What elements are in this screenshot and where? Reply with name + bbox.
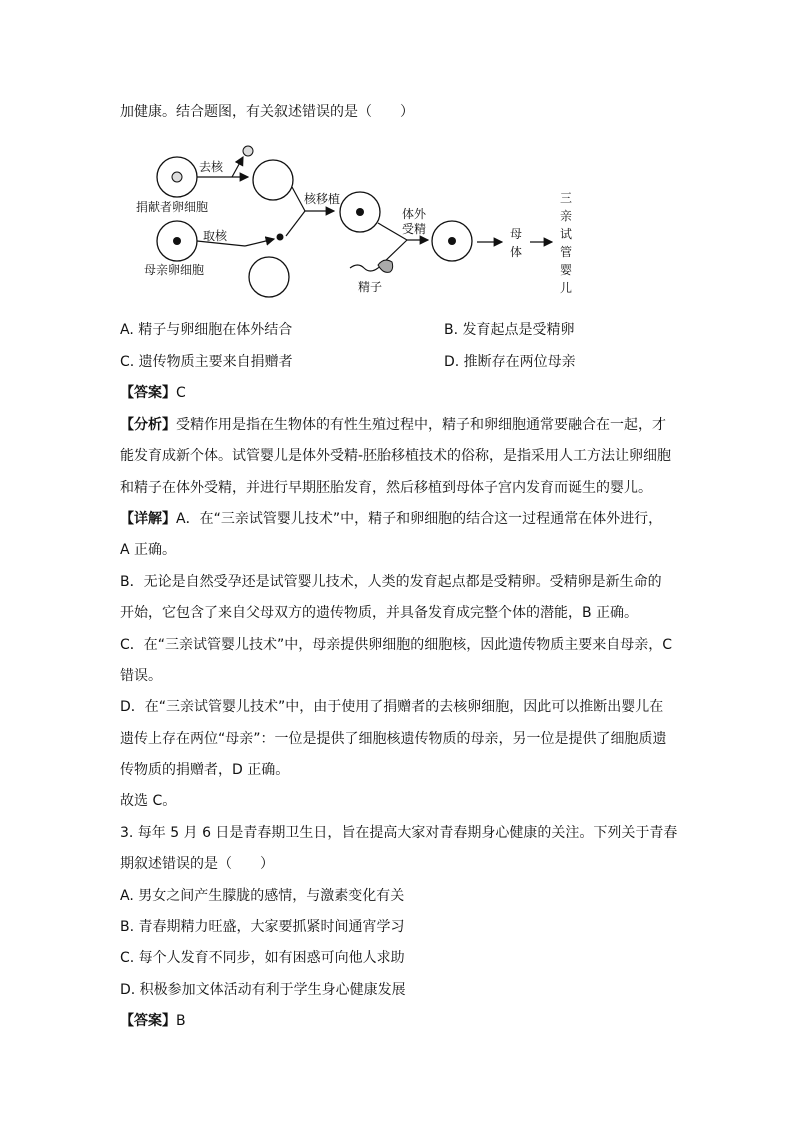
q3-option-c: C. 每个人发育不同步，如有困惑可向他人求助 — [120, 950, 405, 966]
q3-answer-value: B — [176, 1013, 186, 1029]
q3-stem-2: 期叙述错误的是（ ） — [120, 856, 274, 872]
ivf-label-2: 受精 — [402, 222, 427, 236]
q3-option-b: B. 青春期精力旺盛，大家要抓紧时间通宵学习 — [120, 919, 405, 935]
answer-value: C — [176, 385, 186, 401]
mother-label: 母亲卵细胞 — [144, 263, 205, 277]
mother-body-1: 母 — [510, 227, 523, 241]
reconstructed-nucleus — [356, 208, 364, 216]
detail-line-c2: 错误。 — [120, 668, 162, 684]
detail-line-c1: C．在“三亲试管婴儿技术”中，母亲提供卵细胞的细胞核，因此遗传物质主要来自母亲，C — [120, 637, 673, 653]
detail-line-b2: 开始，它包含了来自父母双方的遗传物质，并具备发育成完整个体的潜能，B 正确。 — [120, 605, 639, 621]
ivf-label-1: 体外 — [402, 207, 427, 221]
remaining-egg-cell — [249, 257, 289, 297]
detail-line-a1 — [120, 509, 662, 529]
remove-nucleus-label: 去核 — [199, 160, 224, 174]
q3-option-d: D. 积极参加文体活动有利于学生身心健康发展 — [120, 982, 406, 998]
removed-nucleus — [243, 146, 253, 156]
analysis-tag: 【分析】 — [120, 417, 176, 433]
extracted-nucleus — [277, 234, 284, 241]
baby-char-5: 婴 — [560, 263, 573, 277]
three-parent-ivf-diagram — [120, 140, 590, 300]
mother-nucleus — [173, 237, 181, 245]
take-nucleus-label: 取核 — [203, 229, 228, 243]
baby-char-3: 试 — [560, 227, 573, 241]
mother-body-2: 体 — [510, 245, 523, 259]
q2-option-d: D. 推断存在两位母亲 — [444, 354, 576, 370]
q2-option-c: C. 遗传物质主要来自捐赠者 — [120, 354, 293, 370]
analysis-line-3: 和精子在体外受精，并进行早期胚胎发育，然后移植到母体子宫内发育而诞生的婴儿。 — [120, 480, 652, 496]
detail-choose: 故选 C。 — [120, 793, 177, 809]
detail-line-d3: 传物质的捐赠者，D 正确。 — [120, 762, 290, 778]
q2-option-a: A. 精子与卵细胞在体外结合 — [120, 322, 293, 338]
merge-line-bottom — [286, 211, 305, 236]
detail-tag: 【详解】 — [120, 511, 176, 527]
analysis-line-2: 能发育成新个体。试管婴儿是体外受精-胚胎移植技术的俗称，是指采用人工方法让卵细胞 — [120, 448, 672, 464]
baby-char-4: 管 — [560, 245, 573, 259]
q2-answer — [120, 383, 186, 403]
analysis-text-1: 受精作用是指在生物体的有性生殖过程中，精子和卵细胞通常要融合在一起，才 — [176, 417, 666, 433]
answer-tag: 【答案】 — [120, 385, 176, 401]
enucleated-egg-cell — [253, 160, 293, 200]
detail-line-a2: A 正确。 — [120, 542, 177, 558]
fertilized-nucleus — [448, 237, 456, 245]
detail-line-b1: B．无论是自然受孕还是试管婴儿技术，人类的发育起点都是受精卵。受精卵是新生命的 — [120, 574, 662, 590]
baby-char-1: 三 — [560, 191, 573, 205]
nucleus-out-arrow — [232, 157, 243, 177]
baby-char-6: 儿 — [560, 281, 573, 295]
baby-char-2: 亲 — [560, 209, 573, 223]
q3-option-a: A. 男女之间产生朦胧的感情，与激素变化有关 — [120, 888, 405, 904]
nucleus-arrow — [245, 239, 274, 246]
question-stem-tail: 加健康。结合题图，有关叙述错误的是（ ） — [120, 104, 414, 120]
detail-line-d2: 遗传上存在两位“母亲”：一位是提供了细胞核遗传物质的母亲，另一位是提供了细胞质遗 — [120, 731, 667, 747]
detail-text-a1: A．在“三亲试管婴儿技术”中，精子和卵细胞的结合这一过程通常在体外进行， — [176, 511, 663, 527]
nuclear-transfer-label: 核移植 — [304, 192, 341, 206]
q3-stem-1: 3. 每年 5 月 6 日是青春期卫生日，旨在提高大家对青春期身心健康的关注。下列关于青春 — [120, 825, 678, 841]
analysis-line-1 — [120, 415, 666, 435]
detail-line-d1: D．在“三亲试管婴儿技术”中，由于使用了捐赠者的去核卵细胞，因此可以推断出婴儿在 — [120, 699, 664, 715]
sperm-head — [378, 260, 393, 272]
sperm-label: 精子 — [358, 280, 383, 294]
donor-nucleus — [172, 172, 182, 182]
q2-option-b: B. 发育起点是受精卵 — [444, 322, 575, 338]
donor-label: 捐献者卵细胞 — [136, 200, 209, 214]
q3-answer — [120, 1011, 186, 1031]
q3-answer-tag: 【答案】 — [120, 1013, 176, 1029]
